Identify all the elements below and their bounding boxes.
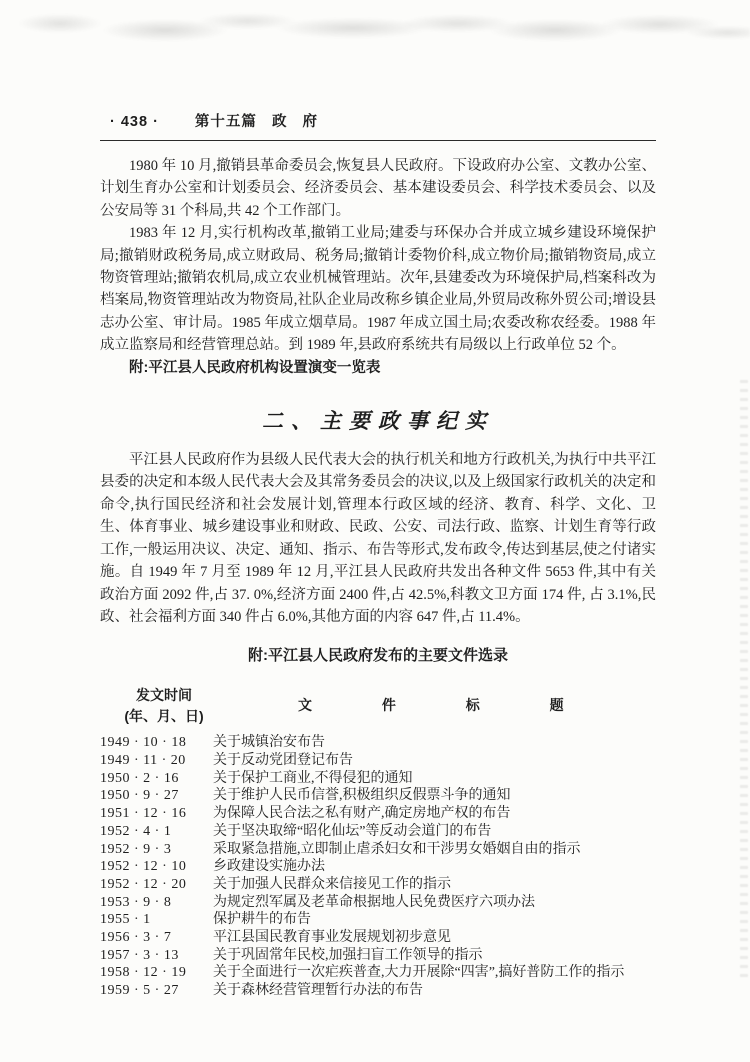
doc-title: 关于城镇治安布告 [213, 735, 325, 751]
doc-date: 1952 · 12 · 10 [100, 859, 187, 875]
document-list-rows [100, 734, 656, 1000]
doc-date: 1952 · 9 · 3 [100, 841, 172, 857]
table-row [100, 982, 656, 1000]
table-row [100, 734, 656, 752]
table-row [100, 964, 656, 982]
doc-date: 1950 · 9 · 27 [100, 788, 179, 804]
chapter-title: 第十五篇 政 府 [194, 114, 318, 130]
table-row [100, 841, 656, 859]
doc-date: 1959 · 5 · 27 [100, 983, 179, 999]
doc-date: 1955 · 1 [100, 912, 151, 928]
table-row [100, 858, 656, 876]
doc-title: 关于反动党团登记布告 [213, 753, 353, 769]
doc-title: 乡政建设实施办法 [213, 859, 325, 875]
table-row [100, 752, 656, 770]
doc-title: 关于坚决取缔“昭化仙坛”等反动会道门的布告 [213, 823, 492, 839]
doc-title: 关于保护工商业,不得侵犯的通知 [213, 770, 413, 786]
doc-date: 1957 · 3 · 13 [100, 947, 179, 963]
table-row [100, 823, 656, 841]
doc-date: 1949 · 11 · 20 [100, 753, 186, 769]
table-row [100, 876, 656, 894]
doc-date: 1956 · 3 · 7 [100, 930, 172, 946]
doc-date: 1951 · 12 · 16 [100, 806, 187, 822]
date-header-line2: (年、月、日) [124, 708, 204, 725]
doc-date: 1958 · 12 · 19 [100, 965, 187, 981]
paragraph-1983: 1983 年 12 月,实行机构改革,撤销工业局;建委与环保办合并成立城乡建设环境保护局;撤销财政税务局,成立财政局、税务局;撤销计委物价科,成立物价局;撤销物资局,成立物资管理站;撤销农机局,成立农业机械管理站。次年,县建委改为环境保护局,档案科改为档案局,物资管理站改为物资局,社队企业局改称乡镇企业局,外贸局改称外贸公司;增设县志办公室、审计局。1985 年成立烟草局。1987 年成立国土局;农委改称农经委。1988 年成立监察局和经营管理总站。到 1989 年,县政府系统共有局级以上行政单位 52 个。 [100, 225, 656, 354]
section-paragraph: 平江县人民政府作为县级人民代表大会的执行机关和地方行政机关,为执行中共平江县委的决定和本级人民代表大会及其常务委员会的决议,以及上级国家行政机关的决定和命令,执行国民经济和社会发展计划,管理本行政区域的经济、教育、科学、文化、卫生、体育事业、城乡建设事业和财政、民政、公安、司法行政、监察、计划生育等行政工作,一般运用决议、决定、通知、指示、布告等形式,发布政令,传达到基层,使之付诸实施。自 1949 年 7 月至 1989 年 12 月,平江县人民政府共发出各种文件 5653 件,其中有关政治方面 2092 件,占 37. 0%,经济方面 2400 件,占 42.5%,科教文卫方面 174 件, 占 3.1%,民政、社会福利方面 340 件占 6.0%,其他方面的内容 647 件,占 11.4%。 [100, 452, 656, 625]
doc-title: 平江县国民教育事业发展规划初步意见 [213, 930, 451, 946]
date-column-header [100, 685, 228, 727]
scan-artifact-right-edge [740, 380, 748, 980]
title-column-header: 文 件 标 题 [298, 697, 566, 714]
paragraph-1980: 1980 年 10 月,撤销县革命委员会,恢复县人民政府。下设政府办公室、文教办公室、计划生育办公室和计划委员会、经济委员会、基本建设委员会、科学技术委员会、以及公安局等 31 个科局,共 42 个工作部门。 [100, 158, 656, 219]
doc-title: 为规定烈军属及老革命根据地人民免费医疗六项办法 [213, 894, 535, 910]
doc-title: 关于全面进行一次疟疾普查,大力开展除“四害”,搞好普防工作的指示 [213, 965, 625, 981]
table-row [100, 894, 656, 912]
table-row [100, 805, 656, 823]
doc-date: 1949 · 10 · 18 [100, 735, 187, 751]
document-list-header [100, 685, 656, 727]
doc-title: 关于巩固常年民校,加强扫盲工作领导的指示 [213, 947, 483, 963]
document-list-table [100, 685, 656, 1000]
scan-artifact-top-band [0, 5, 750, 51]
doc-title: 保护耕牛的布告 [213, 912, 311, 928]
section-title: 二、主要政事纪实 [262, 409, 494, 434]
doc-title: 采取紧急措施,立即制止虐杀妇女和干涉男女婚姻自由的指示 [213, 841, 581, 857]
running-header [100, 110, 656, 141]
page-content [100, 110, 656, 1000]
table-row [100, 770, 656, 788]
doc-title: 关于加强人民群众来信接见工作的指示 [213, 876, 451, 892]
doc-date: 1953 · 9 · 8 [100, 894, 172, 910]
document-list-caption: 附:平江县人民政府发布的主要文件选录 [248, 647, 508, 665]
doc-title: 关于维护人民币信誉,积极组织反假票斗争的通知 [213, 788, 511, 804]
doc-date: 1952 · 12 · 20 [100, 876, 187, 892]
page-number: · 438 · [110, 114, 159, 130]
date-header-line1: 发文时间 [136, 687, 192, 704]
table-row [100, 929, 656, 947]
doc-title: 关于森林经营管理暂行办法的布告 [213, 983, 423, 999]
table-row [100, 947, 656, 965]
doc-title: 为保障人民合法之私有财产,确定房地产权的布告 [213, 806, 511, 822]
doc-date: 1950 · 2 · 16 [100, 770, 179, 786]
table-row [100, 911, 656, 929]
doc-date: 1952 · 4 · 1 [100, 823, 172, 839]
table-row [100, 787, 656, 805]
attachment-note: 附:平江县人民政府机构设置演变一览表 [129, 359, 381, 376]
